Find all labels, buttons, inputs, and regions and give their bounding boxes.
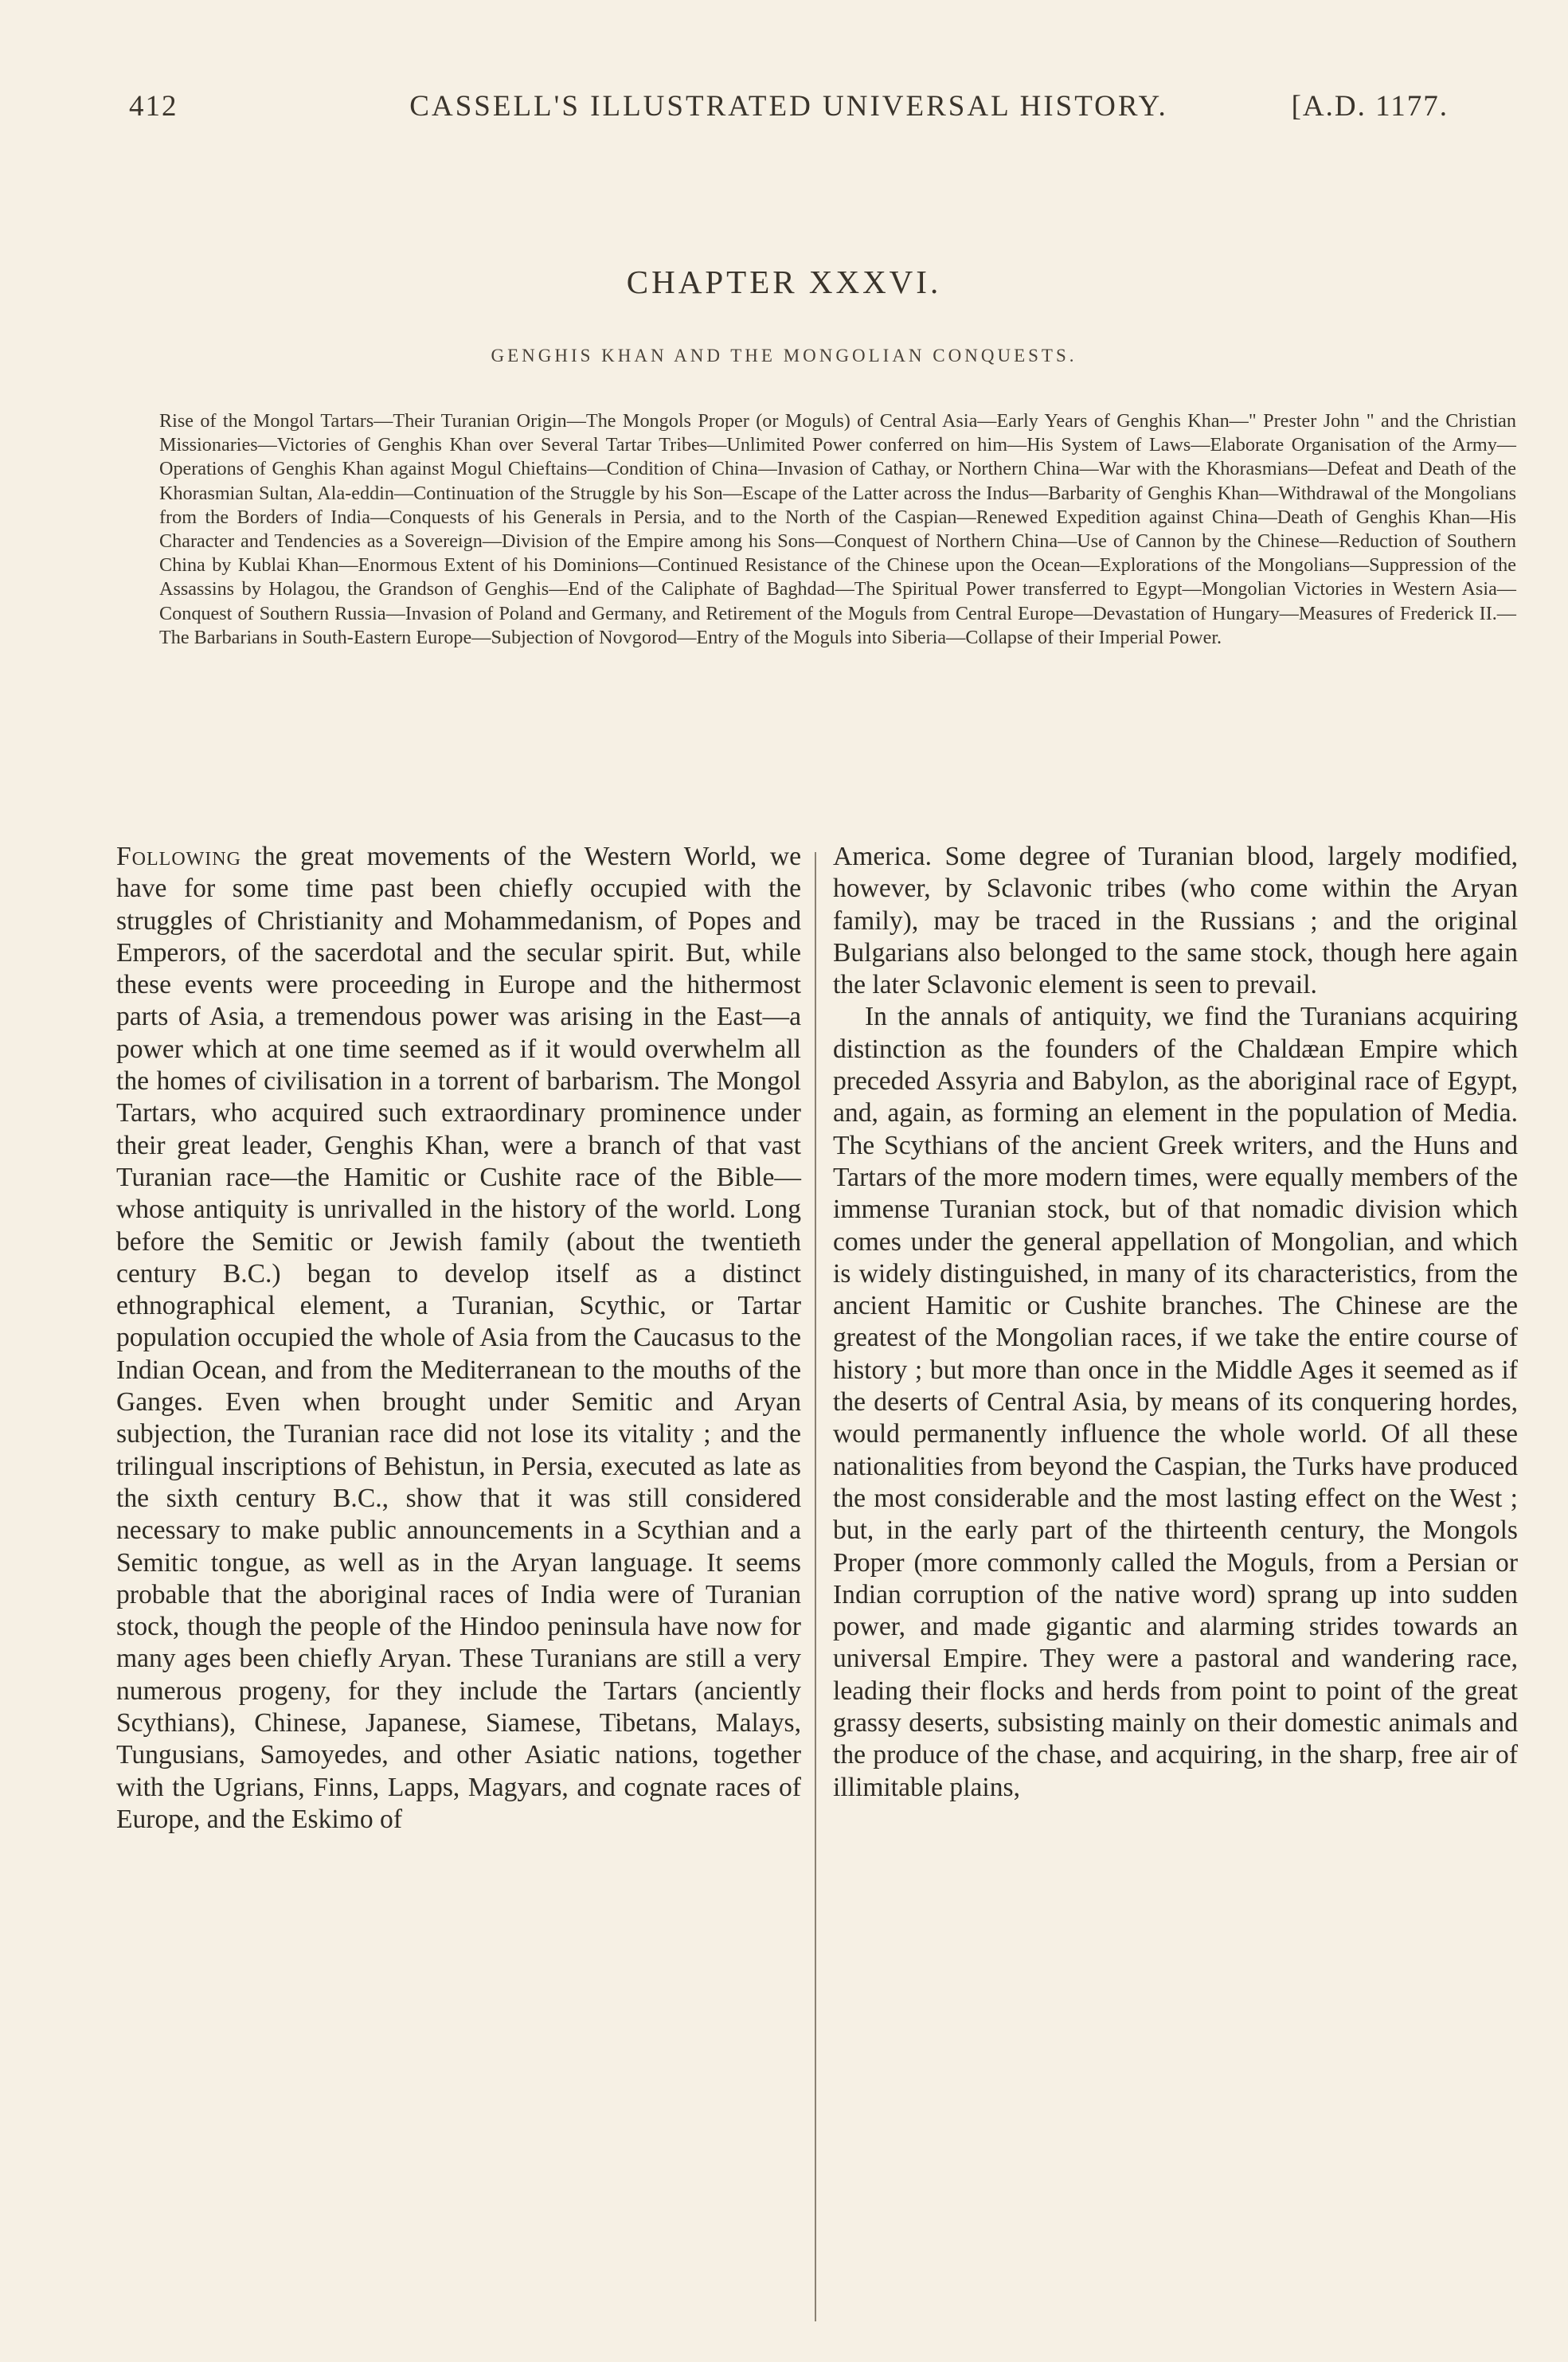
body-paragraph: In the annals of antiquity, we find the Turanians acquiring distinction as the founders of the Chaldæan Empire which preceded Assyria and Babylon, as the aboriginal race of Egypt, and, again, as forming an element in the population of Media. The Scythians of the ancient Greek writers, and the Huns and Tartars of the more modern times, were equally members of the immense Turanian stock, but of that nomadic division which comes under the general appellation of Mongolian, and which is widely distinguished, in many of its characteristics, from the ancient Hamitic or Cushite branches. The Chinese are the greatest of the Mongolian races, if we take the entire course of history ; but more than once in the Middle Ages it seemed as if the deserts of Central Asia, by means of its conquering hordes, would permanently influence the whole world. Of all these nationalities from beyond the Caspian, the Turks have produced the most considerable and the most lasting effect on the West ; but, in the early part of the thirteenth century, the Mongols Proper (more commonly called the Moguls, from a Persian or Indian corruption of the native word) sprang up into sudden power, and made gigantic and alarming strides towards an universal Empire. They were a pastoral and wandering race, leading their flocks and herds from point to point of the great grassy deserts, subsisting mainly on their domestic animals and the produce of the chase, and acquiring, in the sharp, free air of illimitable plains, <box>833 1002 1518 1802</box>
body-paragraph: America. Some degree of Turanian blood, largely modified, however, by Sclavonic tribes (who come within the Aryan family), may be traced in the Russians ; and the original Bulgarians also belonged to the same stock, though here again the later Sclavonic element is seen to prevail. <box>833 842 1518 1000</box>
running-head <box>129 89 1449 137</box>
chapter-heading: CHAPTER XXXVI. <box>626 264 942 300</box>
chapter-synopsis: Rise of the Mongol Tartars—Their Turanian Origin—The Mongols Proper (or Moguls) of Central Asia—Early Years of Genghis Khan—" Prester John " and the Christian Missionaries—Victories of Genghis Khan over Several Tartar Tribes—Unlimited Power conferred on him—His System of Laws—Elaborate Organisation of the Army—Operations of Genghis Khan against Mogul Chieftains—Condition of China—Invasion of Cathay, or Northern China—War with the Khorasmians—Defeat and Death of the Khorasmian Sultan, Ala-eddin—Continuation of the Struggle by his Son—Escape of the Latter across the Indus—Barbarity of Genghis Khan—Withdrawal of the Mongolians from the Borders of India—Conquests of his Generals in Persia, and to the North of the Caspian—Renewed Expedition against China—Death of Genghis Khan—His Character and Tendencies as a Sovereign—Division of the Empire among his Sons—Conquest of Northern China—Use of Cannon by the Chinese—Reduction of Southern China by Kublai Khan—Enormous Extent of his Dominions—Continued Resistance of the Chinese upon the Ocean—Explorations of the Mongolians—Suppression of the Assassins by Holagou, the Grandson of Genghis—End of the Caliphate of Baghdad—The Spiritual Power transferred to Egypt—Mongolian Victories in Western Asia—Conquest of Southern Russia—Invasion of Poland and Germany, and Retirement of the Moguls from Central Europe—Devastation of Hungary—Measures of Frederick II.—The Barbarians in South-Eastern Europe—Subjection of Novgorod—Entry of the Moguls into Siberia—Collapse of their Imperial Power. <box>159 410 1516 648</box>
running-date: [A.D. 1177. <box>1291 90 1449 123</box>
paragraph-text: the great movements of the Western World, we have for some time past been chiefly occupied with the struggles of Christianity and Mohammedanism, of Popes and Emperors, of the sacerdotal and the secular spirit. But, while these events were proceeding in Europe and the hithermost parts of Asia, a tremendous power was arising in the East—a power which at one time seemed as if it would overwhelm all the homes of civilisation in a torrent of barbarism. The Mongol Tartars, who acquired such extraordinary prominence under their great leader, Genghis Khan, were a branch of that vast Turanian race—the Hamitic or Cushite race of the Bible—whose antiquity is unrivalled in the history of the world. Long before the Semitic or Jewish family (about the twentieth century B.C.) began to develop itself as a distinct ethnographical element, a Turanian, Scythic, or Tartar population occupied the whole of Asia from the Caucasus to the Indian Ocean, and from the Mediterranean to the mouths of the Ganges. Even when brought under Semitic and Aryan subjection, the Turanian race did not lose its vitality ; and the trilingual inscriptions of Behistun, in Persia, executed as late as the sixth century B.C., show that it was still considered necessary to make public announcements in a Scythian and a Semitic tongue, as well as in the Aryan language. It seems probable that the aboriginal races of India were of Turanian stock, though the people of the Hindoo peninsula have now for many ages been chiefly Aryan. These Turanians are still a very numerous progeny, for they include the Tartars (anciently Scythians), Chinese, Japanese, Siamese, Tibetans, Malays, Tungusians, Samoyedes, and other Asiatic nations, together with the Ugrians, Finns, Lapps, Magyars, and cognate races of Europe, and the Eskimo of <box>116 842 801 1834</box>
running-title: CASSELL'S ILLUSTRATED UNIVERSAL HISTORY. <box>409 90 1168 123</box>
page-number: 412 <box>129 90 178 123</box>
body-paragraph <box>116 841 801 1836</box>
lead-word: Following <box>116 842 241 871</box>
body-column-right <box>833 841 1518 2338</box>
body-column-left <box>116 841 801 2338</box>
column-divider <box>815 852 816 2321</box>
chapter-subtitle: GENGHIS KHAN AND THE MONGOLIAN CONQUESTS. <box>491 346 1077 366</box>
